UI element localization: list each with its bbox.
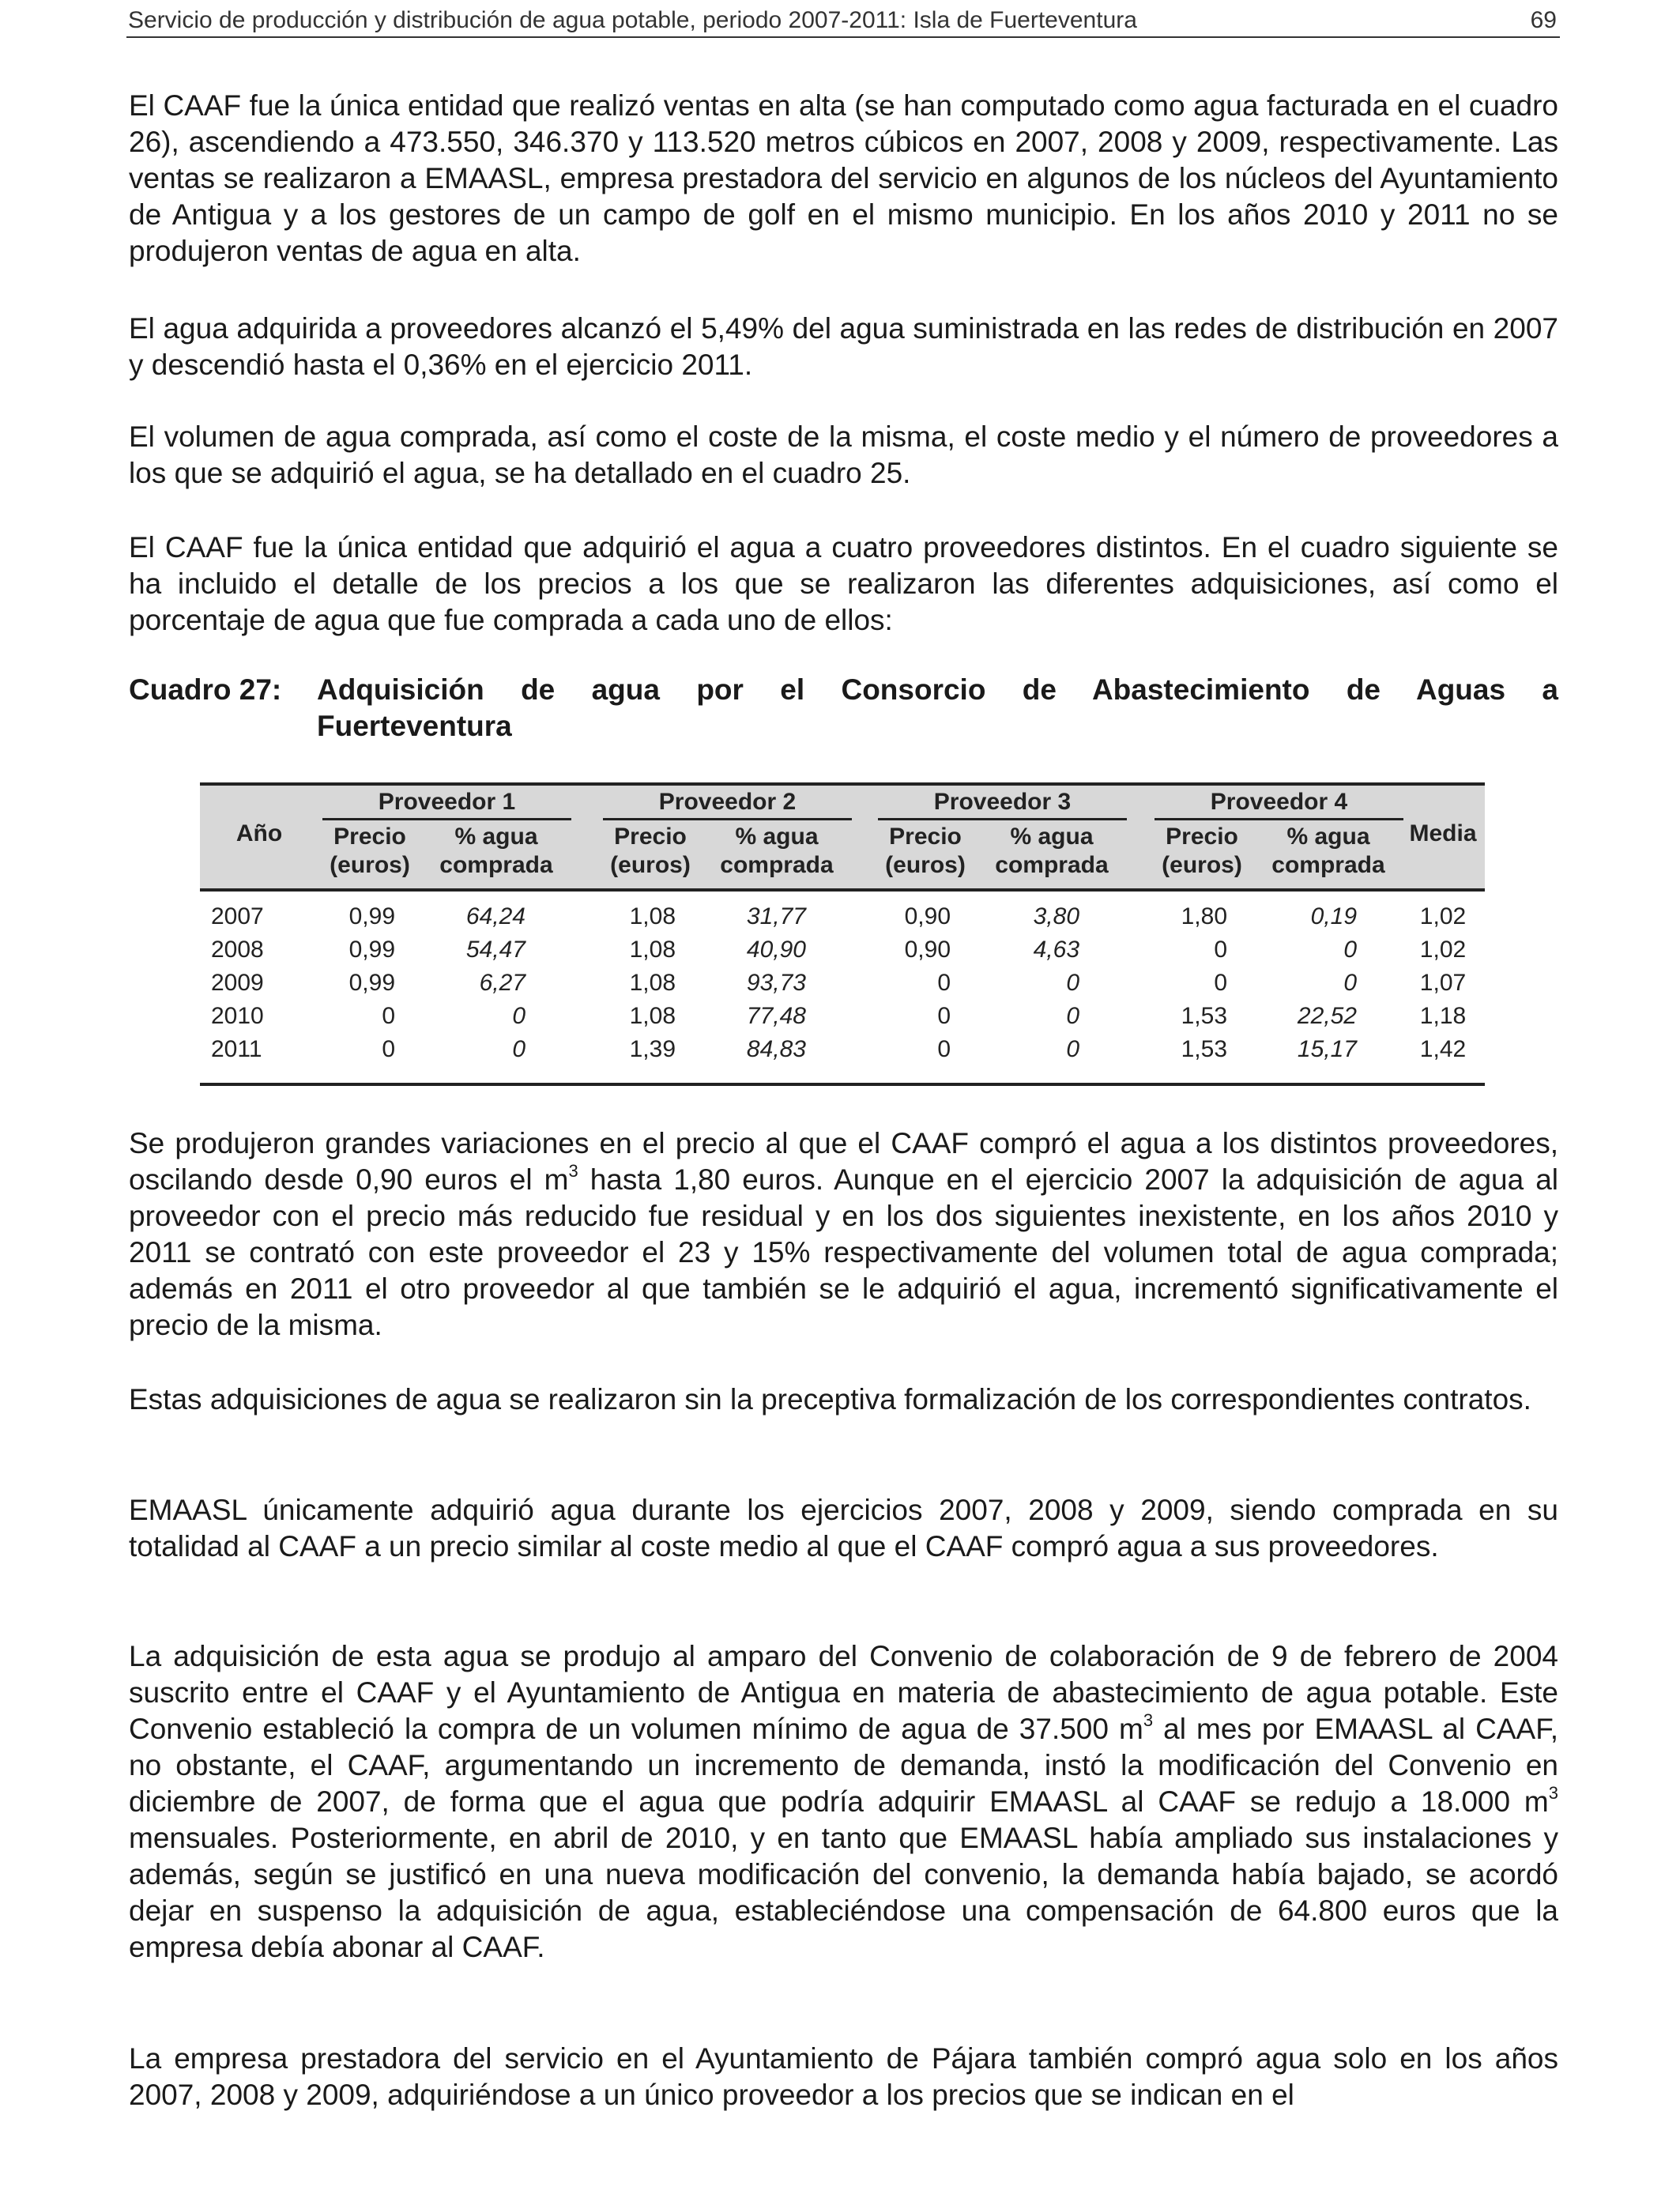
- cell-agua-pct: 0: [1066, 1036, 1079, 1062]
- header-precio-unit: (euros): [885, 852, 966, 878]
- cell-precio: 0: [1214, 937, 1227, 963]
- cell-year: 2010: [211, 1003, 264, 1029]
- cell-precio: 0: [382, 1036, 395, 1062]
- cell-agua-pct: 0: [512, 1003, 525, 1029]
- cell-precio: 0,99: [348, 970, 395, 996]
- paragraph-variaciones-b: hasta 1,80 euros. Aunque en el ejercicio 2007 la adquisición de agua al proveedor con el precio más reducido fue residual y en los dos siguientes inexistente, en los años 2010 y 2011 se contrató con este proveedor el 23 y 15% respectivamente del volumen total de agua comprada; además en 2011 el otro proveedor al que también se le adquirió el agua, incrementó significativamente el precio de la misma.: [129, 1163, 1558, 1341]
- cell-media: 1,42: [1419, 1036, 1467, 1062]
- provider-group-rule: [603, 818, 852, 820]
- superscript-3: 3: [1143, 1710, 1154, 1730]
- paragraph-convenio-a: La adquisición de esta agua se produjo al amparo del Convenio de colaboración de 9 de febrero de 2004 suscrito entre el CAAF y el Ayuntamiento de Antigua en materia de abastecimiento de agua potable. Este Convenio estableció la compra de un volumen mínimo de agua de 37.500 m: [129, 1640, 1558, 1745]
- cell-agua-pct: 0: [1066, 970, 1079, 996]
- paragraph-convenio-b: al mes por EMAASL al CAAF, no obstante, el CAAF, argumentando un incremento de demanda, instó la modificación del Convenio en diciembre de 2007, de forma que el agua que podría adquirir EMAASL al CAAF se redujo a 18.000 m: [129, 1713, 1558, 1818]
- cell-agua-pct: 0: [1066, 1003, 1079, 1029]
- header-media: Media: [1409, 820, 1477, 846]
- header-year: Año: [235, 820, 283, 846]
- cell-agua-pct: 4,63: [1033, 937, 1079, 963]
- cell-agua-pct: 6,27: [479, 970, 525, 996]
- header-agua: % agua: [1286, 824, 1370, 850]
- caption-text: [317, 672, 1558, 745]
- cell-precio: 0,90: [904, 903, 951, 929]
- cell-agua-pct: 15,17: [1297, 1036, 1357, 1062]
- header-precio-unit: (euros): [610, 852, 691, 878]
- paragraph-variaciones-a: Se produjeron grandes variaciones en el precio al que el CAAF compró el agua a los distintos proveedores, oscilando desde 0,90 euros el m: [129, 1127, 1558, 1196]
- header-agua-comprada: comprada: [1271, 852, 1385, 878]
- header-precio: Precio: [614, 824, 687, 850]
- header-agua-comprada: comprada: [720, 852, 834, 878]
- cell-precio: 1,53: [1181, 1003, 1227, 1029]
- header-precio: Precio: [333, 824, 406, 850]
- header-agua-comprada: comprada: [439, 852, 553, 878]
- provider-group-rule: [878, 818, 1127, 820]
- table-bottom-rule: [200, 1083, 1485, 1086]
- provider-group-rule: [1155, 818, 1403, 820]
- cell-precio: 0,90: [904, 937, 951, 963]
- header-precio-unit: (euros): [330, 852, 410, 878]
- cell-precio: 1,53: [1181, 1036, 1227, 1062]
- paragraph-pajara: La empresa prestadora del servicio en el Ayuntamiento de Pájara también compró agua solo en los años 2007, 2008 y 2009, adquiriéndose a un único proveedor a los precios que se indican en el: [129, 2042, 1558, 2111]
- cell-agua-pct: 3,80: [1033, 903, 1079, 929]
- header-provider-1: Proveedor 1: [378, 789, 516, 815]
- cell-agua-pct: 84,83: [746, 1036, 806, 1062]
- header-agua: % agua: [735, 824, 819, 850]
- cell-agua-pct: 0: [1343, 937, 1357, 963]
- cell-agua-pct: 54,47: [465, 937, 525, 963]
- cell-precio: 0: [382, 1003, 395, 1029]
- cell-precio: 1,08: [629, 970, 676, 996]
- cell-precio: 0,99: [348, 903, 395, 929]
- paragraph-variaciones-precio: [129, 1125, 1558, 1344]
- paragraph-convenio: [129, 1638, 1558, 1966]
- header-precio: Precio: [889, 824, 962, 850]
- cell-agua-pct: 22,52: [1297, 1003, 1357, 1029]
- caption-label: Cuadro 27:: [129, 673, 282, 706]
- cell-year: 2007: [211, 903, 264, 929]
- header-precio-unit: (euros): [1162, 852, 1242, 878]
- cell-agua-pct: 0,19: [1310, 903, 1357, 929]
- superscript-3: 3: [1548, 1782, 1558, 1803]
- cell-precio: 0: [937, 1003, 951, 1029]
- cell-agua-pct: 0: [1343, 970, 1357, 996]
- cell-precio: 0: [1214, 970, 1227, 996]
- cell-precio: 1,80: [1181, 903, 1227, 929]
- page-number: 69: [1530, 7, 1557, 33]
- cell-precio: 1,08: [629, 1003, 676, 1029]
- provider-group-rule: [322, 818, 571, 820]
- cell-media: 1,18: [1419, 1003, 1467, 1029]
- header-provider-3: Proveedor 3: [933, 789, 1072, 815]
- cell-media: 1,07: [1419, 970, 1467, 996]
- paragraph-sin-contratos: Estas adquisiciones de agua se realizaron sin la preceptiva formalización de los correspondientes contratos.: [129, 1383, 1531, 1416]
- cell-year: 2011: [211, 1036, 262, 1062]
- paragraph-agua-adquirida: El agua adquirida a proveedores alcanzó el 5,49% del agua suministrada en las redes de distribución en 2007 y descendió hasta el 0,36% en el ejercicio 2011.: [129, 312, 1558, 381]
- cell-media: 1,02: [1419, 937, 1467, 963]
- cell-agua-pct: 31,77: [746, 903, 806, 929]
- paragraph-volumen-comprado: El volumen de agua comprada, así como el coste de la misma, el coste medio y el número de proveedores a los que se adquirió el agua, se ha detallado en el cuadro 25.: [129, 420, 1558, 489]
- cell-precio: 0,99: [348, 937, 395, 963]
- cell-precio: 1,08: [629, 903, 676, 929]
- header-title: Servicio de producción y distribución de agua potable, periodo 2007-2011: Isla de Fuerteventura: [128, 7, 1137, 33]
- paragraph-emaasl: EMAASL únicamente adquirió agua durante los ejercicios 2007, 2008 y 2009, siendo comprada en su totalidad al CAAF a un precio similar al coste medio al que el CAAF compró agua a sus proveedores.: [129, 1494, 1558, 1563]
- header-precio: Precio: [1166, 824, 1238, 850]
- cell-year: 2009: [211, 970, 264, 996]
- header-provider-4: Proveedor 4: [1210, 789, 1348, 815]
- header-provider-2: Proveedor 2: [658, 789, 797, 815]
- header-agua: % agua: [454, 824, 538, 850]
- running-header: [126, 5, 1560, 38]
- superscript-3: 3: [568, 1160, 578, 1181]
- cell-precio: 0: [937, 1036, 951, 1062]
- paragraph-cuatro-proveedores: El CAAF fue la única entidad que adquirió el agua a cuatro proveedores distintos. En el cuadro siguiente se ha incluido el detalle de los precios a los que se realizaron las diferentes adquisiciones, así como el porcentaje de agua que fue comprada a cada uno de ellos:: [129, 531, 1558, 636]
- cell-precio: 0: [937, 970, 951, 996]
- cell-year: 2008: [211, 937, 264, 963]
- header-agua-comprada: comprada: [995, 852, 1109, 878]
- cell-precio: 1,39: [629, 1036, 676, 1062]
- caption-line-1: Adquisición de agua por el Consorcio de Abastecimiento de Aguas a: [317, 673, 1558, 706]
- cell-agua-pct: 0: [512, 1036, 525, 1062]
- cell-agua-pct: 64,24: [465, 903, 525, 929]
- cell-agua-pct: 40,90: [746, 937, 806, 963]
- cell-agua-pct: 77,48: [746, 1003, 806, 1029]
- cell-media: 1,02: [1419, 903, 1467, 929]
- cell-agua-pct: 93,73: [746, 970, 806, 996]
- header-agua: % agua: [1010, 824, 1094, 850]
- paragraph-ventas-alta: El CAAF fue la única entidad que realizó ventas en alta (se han computado como agua facturada en el cuadro 26), ascendiendo a 473.550, 346.370 y 113.520 metros cúbicos en 2007, 2008 y 2009, respectivamente. Las ventas se realizaron a EMAASL, empresa prestadora del servicio en algunos de los núcleos del Ayuntamiento de Antigua y a los gestores de un campo de golf en el mismo municipio. En los años 2010 y 2011 no se produjeron ventas de agua en alta.: [129, 89, 1558, 267]
- cell-precio: 1,08: [629, 937, 676, 963]
- paragraph-convenio-c: mensuales. Posteriormente, en abril de 2010, y en tanto que EMAASL había ampliado sus instalaciones y además, según se justificó en una nueva modificación del convenio, la demanda había bajado, se acordó dejar en suspenso la adquisición de agua, estableciéndose una compensación de 64.800 euros que la empresa debía abonar al CAAF.: [129, 1822, 1558, 1963]
- caption-line-2: Fuerteventura: [317, 710, 512, 742]
